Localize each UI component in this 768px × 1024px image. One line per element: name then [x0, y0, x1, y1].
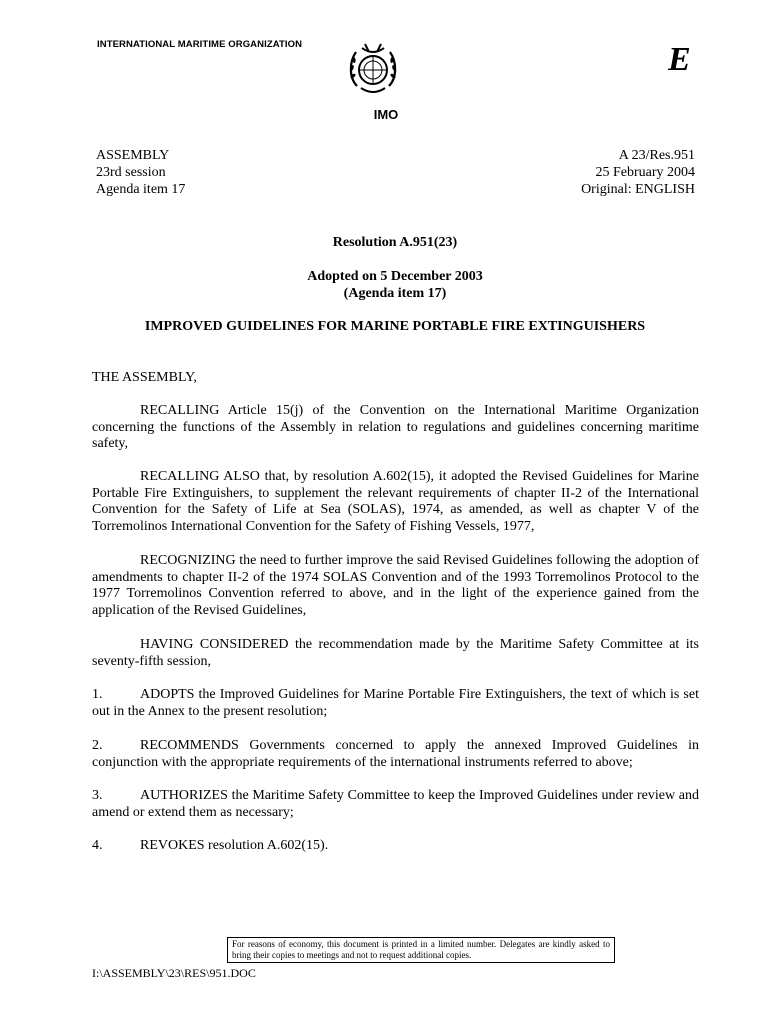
original-language: Original: ENGLISH — [581, 182, 695, 197]
paragraph-number: 2. — [92, 738, 103, 753]
opening-line: THE ASSEMBLY, — [92, 370, 197, 385]
language-code: E — [668, 41, 691, 78]
paragraph-text: ADOPTS the Improved Guidelines for Marine Portable Fire Extinguishers, the text of which is set out in the Annex to the present resolution; — [92, 687, 699, 719]
resolution-number: Resolution A.951(23) — [332, 235, 458, 250]
paragraph-text: REVOKES resolution A.602(15). — [140, 838, 329, 853]
paragraph-number: 3. — [92, 788, 103, 803]
document-date: 25 February 2004 — [595, 165, 695, 180]
meta-left-block — [96, 147, 185, 198]
meta-right-block — [581, 147, 695, 198]
paragraph-number: 4. — [92, 838, 103, 853]
organization-abbreviation: IMO — [373, 107, 399, 122]
session: 23rd session — [96, 165, 166, 180]
paragraph-text: AUTHORIZES the Maritime Safety Committee to keep the Improved Guidelines under review and amend or extend them as necessary; — [92, 788, 699, 820]
organization-name: INTERNATIONAL MARITIME ORGANIZATION — [97, 39, 303, 50]
resolution-title: IMPROVED GUIDELINES FOR MARINE PORTABLE FIRE EXTINGUISHERS — [144, 319, 646, 334]
body-name: ASSEMBLY — [96, 148, 170, 163]
operative-paragraph — [92, 738, 699, 771]
operative-paragraph — [92, 687, 699, 720]
preamble-recalling: RECALLING Article 15(j) of the Convention on the International Maritime Organization concerning the functions of the Assembly in relation to regulations and guidelines concerning maritime safety, — [92, 403, 699, 451]
document-symbol: A 23/Res.951 — [618, 148, 695, 163]
adoption-date: Adopted on 5 December 2003 — [307, 269, 483, 284]
operative-paragraph — [92, 788, 699, 821]
file-path: I:\ASSEMBLY\23\RES\951.DOC — [92, 966, 256, 980]
paragraph-number: 1. — [92, 687, 103, 702]
preamble-having-considered: HAVING CONSIDERED the recommendation made by the Maritime Safety Committee at its seventy-fifth session, — [92, 637, 699, 669]
economy-notice: For reasons of economy, this document is printed in a limited number. Delegates are kindly asked to bring their copies to meetings and not to request additional copies. — [227, 937, 615, 963]
un-imo-emblem-icon — [347, 40, 399, 98]
operative-paragraph — [92, 838, 699, 855]
resolution-agenda: (Agenda item 17) — [343, 286, 447, 301]
preamble-recalling-also: RECALLING ALSO that, by resolution A.602(15), it adopted the Revised Guidelines for Marine Portable Fire Extinguishers, to supplement the relevant requirements of chapter II-2 of the International Convention for the Safety of Life at Sea (SOLAS), 1974, as amended, as well as chapter V of the Torremolinos International Convention for the Safety of Fishing Vessels, 1977, — [92, 469, 699, 534]
preamble-recognizing: RECOGNIZING the need to further improve the said Revised Guidelines following the adoption of amendments to chapter II-2 of the 1974 SOLAS Convention and of the 1993 Torremolinos Protocol to the 1977 Torremolinos Convention referred to above, and in the light of the experience gained from the application of the Revised Guidelines, — [92, 553, 699, 618]
agenda-item: Agenda item 17 — [96, 182, 186, 197]
paragraph-text: RECOMMENDS Governments concerned to apply the annexed Improved Guidelines in conjunction with the appropriate requirements of the international instruments referred to above; — [92, 738, 699, 770]
